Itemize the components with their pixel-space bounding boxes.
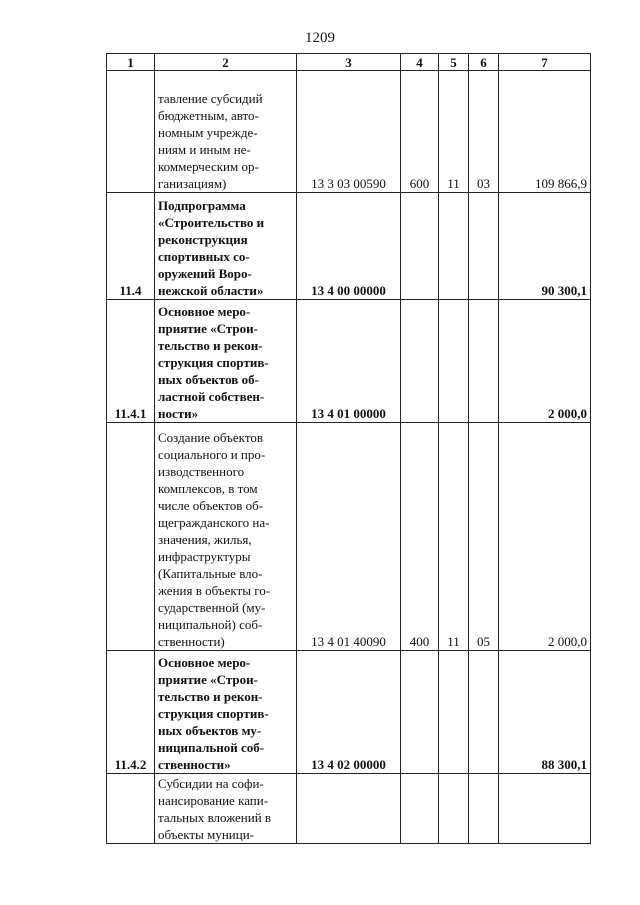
row-vr <box>401 651 439 774</box>
row-vr: 400 <box>401 423 439 651</box>
header-col-6: 6 <box>469 54 499 71</box>
row-name: Подпрограмма «Строительство и реконструкция спортивных со- оружений Воро- нежской области» <box>155 193 297 300</box>
row-amount <box>499 774 591 844</box>
header-col-7: 7 <box>499 54 591 71</box>
row-pr <box>469 193 499 300</box>
header-col-5: 5 <box>439 54 469 71</box>
row-pr <box>469 651 499 774</box>
row-vr <box>401 193 439 300</box>
table-row <box>107 774 591 844</box>
header-col-4: 4 <box>401 54 439 71</box>
row-name: Субсидии на софи- нансирование капи- тальных вложений в объекты муници- <box>155 774 297 844</box>
row-rz <box>439 300 469 423</box>
header-col-3: 3 <box>297 54 401 71</box>
header-col-1: 1 <box>107 54 155 71</box>
row-rz <box>439 651 469 774</box>
budget-table <box>106 53 591 844</box>
row-code <box>297 774 401 844</box>
table-row <box>107 423 591 651</box>
row-number: 11.4 <box>107 193 155 300</box>
row-number: 11.4.2 <box>107 651 155 774</box>
row-code: 13 4 00 00000 <box>297 193 401 300</box>
row-name: тавление субсидий бюджетным, авто- номным учрежде- ниям и иным не- коммерческим ор- ганизациям) <box>155 71 297 193</box>
table-row <box>107 651 591 774</box>
row-number <box>107 423 155 651</box>
row-amount: 88 300,1 <box>499 651 591 774</box>
row-pr: 05 <box>469 423 499 651</box>
row-amount: 90 300,1 <box>499 193 591 300</box>
row-number <box>107 774 155 844</box>
row-code: 13 4 01 00000 <box>297 300 401 423</box>
row-amount: 2 000,0 <box>499 423 591 651</box>
row-code: 13 4 02 00000 <box>297 651 401 774</box>
row-pr <box>469 774 499 844</box>
row-rz: 11 <box>439 423 469 651</box>
table-row <box>107 300 591 423</box>
row-vr <box>401 774 439 844</box>
row-code: 13 3 03 00590 <box>297 71 401 193</box>
row-code: 13 4 01 40090 <box>297 423 401 651</box>
header-col-2: 2 <box>155 54 297 71</box>
row-rz: 11 <box>439 71 469 193</box>
page-number: 1209 <box>305 30 335 46</box>
row-name: Создание объектов социального и про- изводственного комплексов, в том числе объектов об- щегражданского на- значения, жилья, инфраструктуры (Капитальные вло- жения в объекты го- сударственной (му- ниципальной) соб- ственности) <box>155 423 297 651</box>
header-row <box>107 54 591 71</box>
row-amount: 109 866,9 <box>499 71 591 193</box>
table-row <box>107 193 591 300</box>
row-rz <box>439 193 469 300</box>
row-pr: 03 <box>469 71 499 193</box>
table-row <box>107 71 591 193</box>
row-rz <box>439 774 469 844</box>
row-number <box>107 71 155 193</box>
row-name: Основное меро- приятие «Строи- тельство и рекон- струкция спортив- ных объектов об- ластной собствен- ности» <box>155 300 297 423</box>
row-vr: 600 <box>401 71 439 193</box>
row-pr <box>469 300 499 423</box>
row-name: Основное меро- приятие «Строи- тельство и рекон- струкция спортив- ных объектов му- ниципальной соб- ственности» <box>155 651 297 774</box>
row-amount: 2 000,0 <box>499 300 591 423</box>
row-vr <box>401 300 439 423</box>
row-number: 11.4.1 <box>107 300 155 423</box>
